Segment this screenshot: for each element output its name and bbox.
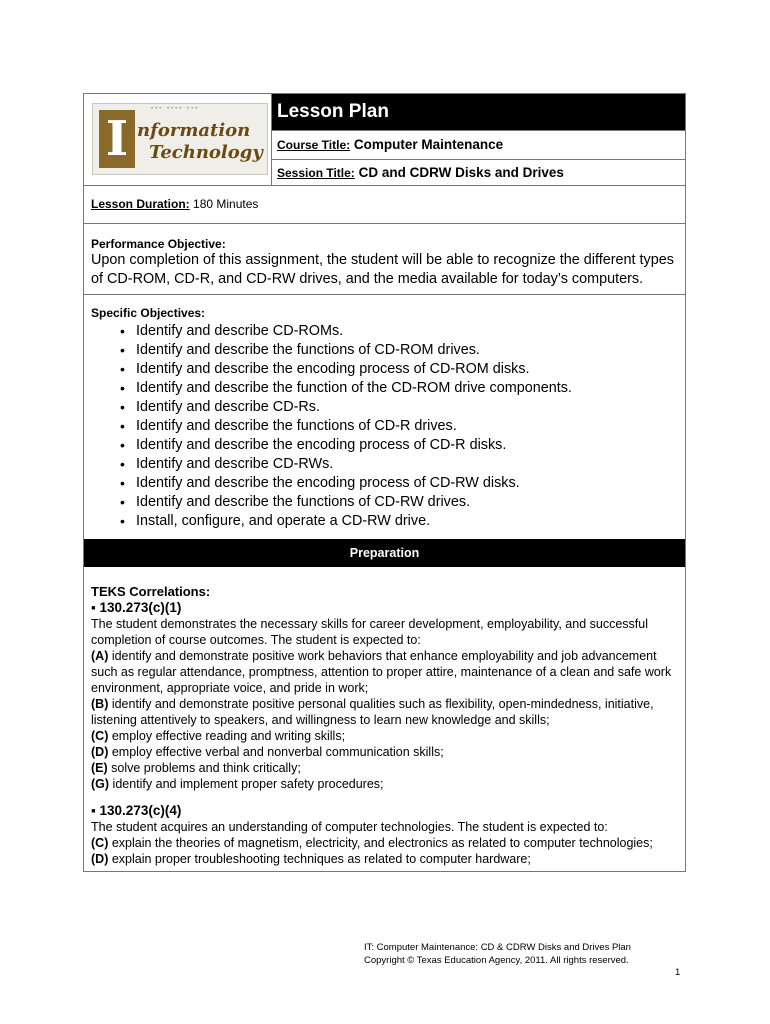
standard-item-letter: (C): [91, 836, 109, 850]
list-item: • Install, configure, and operate a CD-RW drive.: [91, 512, 678, 531]
list-item: • Identify and describe CD-RWs.: [91, 455, 678, 474]
standard-item: [91, 696, 678, 728]
standard-item-text: identify and demonstrate positive work behaviors that enhance employability and job advancement such as regular attendance, promptness, attention to proper attire, maintenance of a clean and safe work environment, appropriate voice, and pride in work;: [91, 649, 672, 695]
standard-item-text: identify and demonstrate positive personal qualities such as flexibility, open-mindedness, initiative, listening attentively to speakers, and willingness to learn new knowledge and skills;: [91, 697, 654, 727]
performance-objective-section: [84, 224, 685, 295]
lesson-duration-value: 180 Minutes: [193, 197, 259, 211]
list-item: • Identify and describe the encoding process of CD-ROM disks.: [91, 360, 678, 379]
specific-objectives-list: [91, 322, 678, 531]
page-footer: [364, 941, 631, 967]
standard-item-text: employ effective verbal and nonverbal communication skills;: [108, 745, 444, 759]
standard-item-text: employ effective reading and writing skills;: [108, 729, 346, 743]
standard-item-letter: (A): [91, 649, 109, 663]
list-item: • Identify and describe the function of the CD-ROM drive components.: [91, 379, 678, 398]
standard-item-letter: (E): [91, 761, 108, 775]
standard-intro: The student demonstrates the necessary skills for career development, employability, and successful completion of course outcomes. The student is expected to:: [91, 617, 648, 647]
footer-copyright: Copyright © Texas Education Agency, 2011. All rights reserved.: [364, 955, 629, 966]
course-title-label: Course Title:: [277, 138, 351, 152]
page-number: 1: [675, 967, 681, 978]
standard-item-letter: (C): [91, 729, 109, 743]
logo-line-2: Technology: [149, 142, 263, 163]
standard-item-letter: (B): [91, 697, 109, 711]
spacer: [91, 792, 678, 802]
performance-objective-label: Performance Objective:: [91, 237, 226, 251]
course-title-row: [272, 131, 685, 160]
standard-item-text: solve problems and think critically;: [107, 761, 301, 775]
logo-dots-decoration: ••• •••• •••: [151, 106, 200, 112]
standard-item-letter: (G): [91, 777, 110, 791]
lesson-duration-label: Lesson Duration:: [91, 197, 190, 211]
course-title-value: Computer Maintenance: [353, 137, 504, 152]
title-column: [272, 94, 685, 185]
list-item: • Identify and describe the functions of CD-RW drives.: [91, 493, 678, 512]
specific-objectives-label: Specific Objectives:: [91, 306, 206, 320]
information-technology-logo: [92, 103, 268, 175]
teks-correlations-section: [84, 567, 685, 871]
session-title-row: [272, 160, 685, 186]
list-item: • Identify and describe CD-Rs.: [91, 398, 678, 417]
teks-correlations-label: TEKS Correlations:: [91, 584, 211, 599]
standard-item: [91, 648, 678, 696]
logo-line-1: nformation: [137, 120, 251, 141]
standard-item: [91, 760, 678, 776]
standard-item: [91, 776, 678, 792]
standard-item-letter: (D): [91, 745, 109, 759]
session-title-label: Session Title:: [277, 166, 355, 180]
list-item: • Identify and describe CD-ROMs.: [91, 322, 678, 341]
standard-code: ▪ 130.273(c)(1): [91, 600, 182, 615]
list-item: • Identify and describe the functions of CD-R drives.: [91, 417, 678, 436]
lesson-duration-row: [84, 186, 685, 224]
performance-objective-text: Upon completion of this assignment, the student will be able to recognize the different types of CD-ROM, CD-R, and CD-RW drives, and the media available for today’s computers.: [91, 252, 674, 287]
list-item: • Identify and describe the encoding process of CD-RW disks.: [91, 474, 678, 493]
list-item: • Identify and describe the functions of CD-ROM drives.: [91, 341, 678, 360]
preparation-header: Preparation: [84, 539, 685, 567]
standard-item-text: explain proper troubleshooting techniques as related to computer hardware;: [108, 852, 531, 866]
standard-item: [91, 835, 678, 851]
standard-item: [91, 744, 678, 760]
logo-letter: I: [99, 110, 135, 168]
session-title-value: CD and CDRW Disks and Drives: [358, 165, 564, 180]
standard-code: ▪ 130.273(c)(4): [91, 803, 182, 818]
lesson-plan-table: [83, 93, 686, 872]
standard-item-text: identify and implement proper safety procedures;: [109, 777, 384, 791]
logo-cell: [84, 94, 272, 185]
list-item: • Identify and describe the encoding process of CD-R disks.: [91, 436, 678, 455]
standard-item-letter: (D): [91, 852, 109, 866]
specific-objectives-section: [84, 295, 685, 539]
standard-item-text: explain the theories of magnetism, electricity, and electronics as related to computer technologies;: [108, 836, 653, 850]
footer-line-1: IT: Computer Maintenance: CD & CDRW Disks and Drives Plan: [364, 942, 631, 953]
standard-item: [91, 851, 678, 867]
header-row: [84, 94, 685, 186]
standard-intro: The student acquires an understanding of computer technologies. The student is expected to:: [91, 820, 608, 834]
page-title: Lesson Plan: [272, 94, 685, 131]
standard-item: [91, 728, 678, 744]
